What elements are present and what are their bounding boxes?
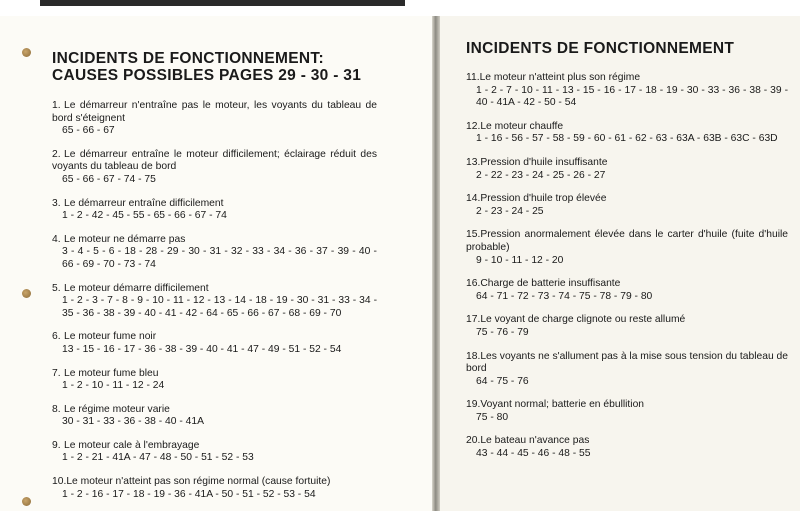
- incident-causes: 1 - 2 - 42 - 45 - 55 - 65 - 66 - 67 - 74: [62, 210, 227, 222]
- top-strip: [40, 0, 405, 6]
- incident-description: Le moteur fume noir: [64, 331, 157, 343]
- incident-item: [466, 229, 788, 267]
- incident-number: 18.: [466, 350, 481, 362]
- left-incident-list: [52, 100, 432, 501]
- left-page: [0, 16, 432, 511]
- incident-description: Pression d'huile trop élevée: [480, 193, 607, 205]
- incident-number: 10.: [52, 476, 67, 488]
- incident-number: 15.: [466, 229, 481, 241]
- incident-number: 9.: [52, 439, 61, 451]
- incident-causes: 1 - 2 - 10 - 11 - 12 - 24: [62, 380, 165, 392]
- incident-causes: 9 - 10 - 11 - 12 - 20: [476, 254, 564, 266]
- incident-description: Le bateau n'avance pas: [480, 435, 590, 447]
- incident-causes: 1 - 2 - 7 - 10 - 11 - 13 - 15 - 16 - 17 - 18 - 19 - 30 - 33 - 36 - 38 - 39 - 40 - 41A - 42 - 50 - 54: [476, 84, 788, 109]
- left-title-line1: INCIDENTS DE FONCTIONNEMENT:: [52, 50, 324, 67]
- right-page-title: INCIDENTS DE FONCTIONNEMENT: [466, 40, 735, 57]
- incident-item: [466, 121, 788, 146]
- incident-causes: 1 - 2 - 21 - 41A - 47 - 48 - 50 - 51 - 52 - 53: [62, 452, 254, 464]
- incident-item: [466, 435, 788, 460]
- incident-description: Le démarreur n'entraîne pas le moteur, les voyants du tableau de bord s'éteignent: [52, 100, 377, 124]
- incident-description: Le moteur n'atteint pas son régime normal (cause fortuite): [66, 476, 331, 488]
- incident-description: Les voyants ne s'allument pas à la mise sous tension du tableau de bord: [466, 350, 788, 375]
- incident-item: [466, 399, 788, 424]
- incident-item: [466, 314, 788, 339]
- incident-description: Le moteur fume bleu: [64, 367, 159, 379]
- page-fold-divider: [432, 16, 440, 511]
- incident-causes: 43 - 44 - 45 - 46 - 48 - 55: [476, 448, 591, 460]
- incident-item: [52, 440, 377, 465]
- incident-causes: 3 - 4 - 5 - 6 - 18 - 28 - 29 - 30 - 31 - 32 - 33 - 34 - 36 - 37 - 39 - 40 - 66 - 69 - 70 - 73 - 74: [62, 246, 377, 270]
- incident-item: [466, 193, 788, 218]
- incident-item: [52, 476, 377, 501]
- incident-description: Le moteur chauffe: [480, 120, 564, 132]
- left-title-line2: CAUSES POSSIBLES PAGES 29 - 30 - 31: [52, 67, 362, 84]
- right-page: [440, 16, 800, 511]
- incident-number: 19.: [466, 399, 481, 411]
- incident-item: [52, 198, 377, 223]
- incident-item: [52, 331, 377, 356]
- incident-number: 16.: [466, 278, 481, 290]
- binder-hole-mark: [22, 497, 31, 506]
- incident-number: 14.: [466, 193, 481, 205]
- incident-item: [466, 351, 788, 389]
- incident-causes: 1 - 2 - 3 - 7 - 8 - 9 - 10 - 11 - 12 - 13 - 14 - 18 - 19 - 30 - 31 - 33 - 34 - 35 - 36 - 38 - 39 - 40 - 41 - 42 - 64 - 65 - 66 - 67 - 68 - 69 - 70: [62, 295, 377, 319]
- binder-hole-mark: [22, 289, 31, 298]
- incident-causes: 1 - 2 - 16 - 17 - 18 - 19 - 36 - 41A - 50 - 51 - 52 - 53 - 54: [62, 488, 316, 500]
- incident-number: 11.: [466, 72, 480, 83]
- incident-description: Voyant normal; batterie en ébullition: [480, 399, 645, 411]
- incident-number: 2.: [52, 148, 61, 160]
- incident-item: [52, 368, 377, 393]
- incident-causes: 1 - 16 - 56 - 57 - 58 - 59 - 60 - 61 - 62 - 63 - 63A - 63B - 63C - 63D: [476, 133, 778, 145]
- incident-number: 12.: [466, 120, 481, 132]
- incident-number: 4.: [52, 233, 61, 245]
- incident-number: 6.: [52, 331, 61, 343]
- incident-number: 3.: [52, 197, 61, 209]
- binder-hole-mark: [22, 48, 31, 57]
- incident-number: 7.: [52, 367, 61, 379]
- incident-description: Le voyant de charge clignote ou reste allumé: [480, 314, 686, 326]
- incident-description: Le moteur cale à l'embrayage: [64, 439, 200, 451]
- incident-number: 20.: [466, 435, 481, 447]
- incident-causes: 65 - 66 - 67 - 74 - 75: [62, 173, 156, 185]
- incident-causes: 13 - 15 - 16 - 17 - 36 - 38 - 39 - 40 - 41 - 47 - 49 - 51 - 52 - 54: [62, 343, 342, 355]
- top-band: [0, 0, 800, 17]
- incident-causes: 75 - 80: [476, 411, 509, 423]
- incident-causes: 75 - 76 - 79: [476, 326, 529, 338]
- incident-description: Pression d'huile insuffisante: [480, 156, 608, 168]
- incident-item: [52, 283, 377, 321]
- incident-number: 17.: [466, 314, 481, 326]
- incident-description: Le moteur ne démarre pas: [64, 233, 186, 245]
- incident-number: 1.: [52, 100, 61, 111]
- incident-item: [466, 72, 788, 110]
- incident-description: Le régime moteur varie: [64, 403, 170, 415]
- incident-description: Le démarreur entraîne difficilement: [64, 197, 224, 209]
- incident-causes: 2 - 23 - 24 - 25: [476, 205, 544, 217]
- incident-item: [466, 278, 788, 303]
- incident-number: 5.: [52, 282, 61, 294]
- incident-item: [52, 149, 377, 187]
- incident-description: Le moteur n'atteint plus son régime: [479, 72, 641, 83]
- right-incident-list: [466, 72, 800, 461]
- incident-number: 8.: [52, 403, 61, 415]
- incident-description: Pression anormalement élevée dans le carter d'huile (fuite d'huile probable): [466, 229, 788, 253]
- incident-causes: 65 - 66 - 67: [62, 125, 115, 137]
- incident-item: [52, 404, 377, 429]
- incident-causes: 30 - 31 - 33 - 36 - 38 - 40 - 41A: [62, 416, 204, 428]
- incident-description: Le moteur démarre difficilement: [64, 282, 209, 294]
- incident-item: [466, 157, 788, 182]
- incident-item: [52, 100, 377, 138]
- incident-description: Le démarreur entraîne le moteur difficilement; éclairage réduit des voyants du tableau de bord: [52, 148, 377, 173]
- incident-causes: 2 - 22 - 23 - 24 - 25 - 26 - 27: [476, 169, 606, 181]
- incident-causes: 64 - 75 - 76: [476, 375, 529, 387]
- incident-number: 13.: [466, 156, 481, 168]
- incident-description: Charge de batterie insuffisante: [480, 278, 621, 290]
- left-page-title: [52, 50, 432, 84]
- incident-item: [52, 234, 377, 272]
- incident-causes: 64 - 71 - 72 - 73 - 74 - 75 - 78 - 79 - 80: [476, 290, 653, 302]
